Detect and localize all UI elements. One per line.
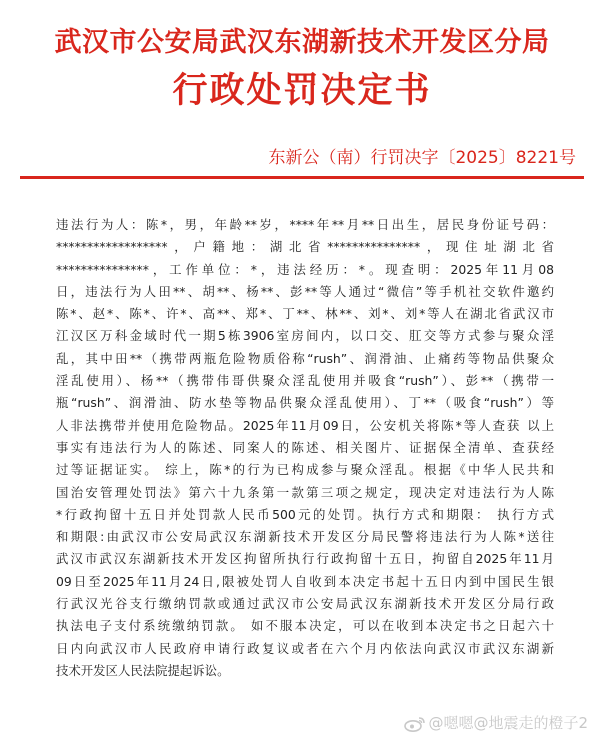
issuing-authority-title: 武汉市公安局武汉东湖新技术开发区分局 [54,27,550,58]
body-text-line: 江汉区万科金域时代一期5栋3906室房间内，以口交、肛交等方式参与聚众淫 [56,328,554,344]
body-text-line: 陈*、赵*、陈*、许*、高**、郑*、丁**、林**、刘*、刘*等人在湖北省武汉市 [56,306,554,322]
body-text-line: *行政拘留十五日并处罚款人民币500元的处罚。执行方式和期限： 执行方式 [56,506,554,522]
red-divider-line [20,176,584,179]
body-text-line: ******************，户籍地：湖北省***************，现住址湖北省 [56,239,554,255]
body-text-line: 日内向武汉市人民政府申请行政复议或者在六个月内依法向武汉市武汉东湖新 [56,640,554,656]
body-text-line: 瓶“rush”、润滑油、防水垫等物品供聚众淫乱使用）、丁**（吸食“rush”）等 [56,395,554,411]
body-text-line: 过等证据证实。 综上，陈*的行为已构成参与聚众淫乱。根据《中华人民共和 [56,462,554,478]
body-text-line: ***************，工作单位：*，违法经历：*。现查明：2025年11月08 [56,261,554,277]
body-text-line: 国治安管理处罚法》第六十九条第一款第三项之规定，现决定对违法行为人陈 [56,484,554,500]
weibo-watermark [404,712,588,733]
body-text-line: 事实有违法行为人的陈述、同案人的陈述、相关图片、证据保全清单、查获经 [56,439,554,455]
document-title: 行政处罚决定书 [172,71,432,111]
body-text-line: 行武汉光谷支行缴纳罚款或通过武汉市公安局武汉东湖新技术开发区分局行政 [56,596,554,612]
body-text-line: 人非法携带并使用危险物品。2025年11月09日，公安机关将陈*等人查获 以上 [56,417,554,433]
decision-body-text [56,214,554,682]
body-text-line: 技术开发区人民法院提起诉讼。 [56,662,230,678]
body-text-line: 违法行为人：陈*，男，年龄**岁，****年**月**日出生，居民身份证号码： [56,217,554,232]
body-text-line: 日，违法行为人田**、胡**、杨**、彭**等人通过“微信”等手机社交软件邀约 [56,283,554,299]
body-text-line: 执法电子支付系统缴纳罚款。 如不服本决定，可以在收到本决定书之日起六十 [56,618,554,634]
body-text-line: 武汉市武汉东湖新技术开发区拘留所执行行政拘留十五日，拘留自2025年11月 [56,551,554,567]
body-text-line: 乱，其中田**（携带两瓶危险物质俗称“rush”、润滑油、止痛药等物品供聚众 [56,350,554,366]
weibo-icon [404,716,426,732]
watermark-text: @嗯嗯@地震走的橙子2 [428,714,588,732]
document-number: 东新公（南）行罚决字〔2025〕8221号 [268,148,576,168]
body-text-line: 和期限:由武汉市公安局武汉东湖新技术开发区分局民警将违法行为人陈*送往 [56,529,554,545]
body-text-line: 09日至2025年11月24日,限被处罚人自收到本决定书起十五日内到中国民生银 [56,573,554,589]
body-text-line: 淫乱使用）、杨**（携带伟哥供聚众淫乱使用并吸食“rush”）、彭**（携带一 [56,373,554,389]
